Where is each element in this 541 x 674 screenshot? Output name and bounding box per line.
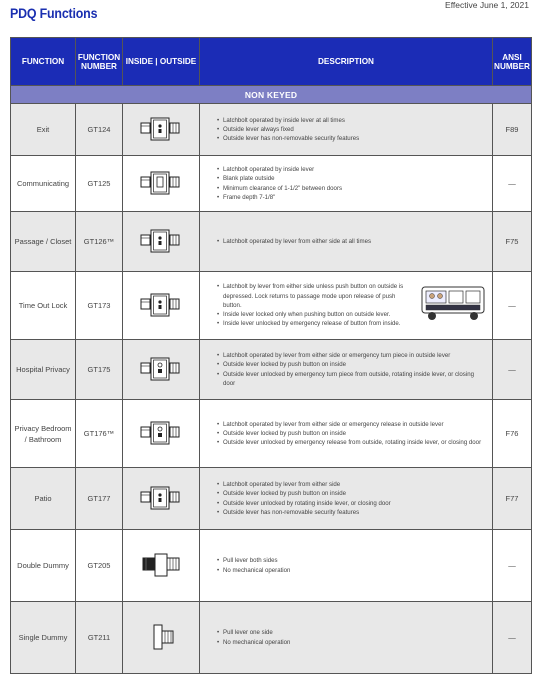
ansi-number: F75 (493, 212, 532, 272)
lever-lock-icon (138, 226, 184, 258)
description-bullet: • Latchbolt operated by lever from either side or emergency turn piece in outside lever (218, 351, 486, 360)
page-title: PDQ Functions (10, 6, 98, 21)
lock-illustration-cell (123, 468, 200, 530)
description-bullet: • Outside lever locked by push button on inside (218, 360, 486, 369)
description (200, 400, 493, 468)
lever-lock-privacy-icon (138, 418, 184, 450)
function-number: GT177 (76, 468, 123, 530)
lever-lock-icon (138, 114, 184, 146)
function-number: GT173 (76, 272, 123, 340)
ansi-number: — (493, 602, 532, 674)
function-number: GT176™ (76, 400, 123, 468)
table-row (11, 602, 532, 674)
table-row (11, 340, 532, 400)
function-name: Privacy Bedroom / Bathroom (11, 400, 76, 468)
table-row (11, 212, 532, 272)
effective-date: Effective June 1, 2021 (445, 0, 529, 10)
description-bullet: • Outside lever locked by push button on inside (218, 489, 486, 498)
lock-illustration-cell (123, 156, 200, 212)
header-ansi-number: ANSI NUMBER (493, 38, 532, 86)
function-name: Hospital Privacy (11, 340, 76, 400)
lever-lock-icon (138, 290, 184, 322)
table-row (11, 468, 532, 530)
lock-illustration-cell (123, 272, 200, 340)
description-bullet: • Pull lever one side (218, 628, 486, 637)
description-bullet: • Minimum clearance of 1-1/2" between doors (218, 184, 486, 193)
single-dummy-lever-icon (141, 622, 181, 654)
lock-illustration-cell (123, 530, 200, 602)
functions-table (10, 37, 532, 674)
description-bullet: • Outside lever locked by push button on inside (218, 429, 486, 438)
description-bullet: • Outside lever unlocked by emergency release from outside, rotating inside lever, or closing door (218, 438, 486, 447)
lever-lock-blank-plate-icon (138, 168, 184, 200)
description-bullet: • Pull lever both sides (218, 556, 486, 565)
description-bullet: • Latchbolt operated by lever from either side at all times (218, 237, 486, 246)
header-description: DESCRIPTION (200, 38, 493, 86)
lever-lock-icon (138, 483, 184, 515)
table-row (11, 156, 532, 212)
description (200, 212, 493, 272)
description-bullet: • Blank plate outside (218, 174, 486, 183)
ansi-number: — (493, 272, 532, 340)
description (200, 602, 493, 674)
description-bullet: • Outside lever has non-removable security features (218, 508, 486, 517)
description-bullet: • No mechanical operation (218, 566, 486, 575)
function-name: Double Dummy (11, 530, 76, 602)
description-bullet: • Outside lever has non-removable security features (218, 134, 486, 143)
lock-illustration-cell (123, 400, 200, 468)
ansi-number: F77 (493, 468, 532, 530)
description-bullet: • Inside lever locked only when pushing button on outside lever. (218, 310, 404, 319)
table-row (11, 530, 532, 602)
lock-illustration-cell (123, 340, 200, 400)
description-bullet: • Outside lever always fixed (218, 125, 486, 134)
description-bullet: • Outside lever unlocked by rotating inside lever, or closing door (218, 499, 486, 508)
header-inside-outside: INSIDE | OUTSIDE (123, 38, 200, 86)
function-name: Passage / Closet (11, 212, 76, 272)
function-name: Single Dummy (11, 602, 76, 674)
lock-illustration-cell (123, 602, 200, 674)
table-row (11, 272, 532, 340)
food-cart-icon (418, 283, 490, 325)
header-function-number: FUNCTION NUMBER (76, 38, 123, 86)
header-function: FUNCTION (11, 38, 76, 86)
description (200, 272, 493, 340)
lock-illustration-cell (123, 104, 200, 156)
description-bullet: • Inside lever unlocked by emergency release of button from inside. (218, 319, 404, 328)
description-bullet: • Latchbolt operated by inside lever (218, 165, 486, 174)
table-row (11, 400, 532, 468)
function-name: Exit (11, 104, 76, 156)
description (200, 340, 493, 400)
ansi-number: — (493, 340, 532, 400)
description (200, 530, 493, 602)
description-bullet: • Latchbolt operated by lever from either side or emergency release in outside lever (218, 420, 486, 429)
function-number: GT205 (76, 530, 123, 602)
lock-illustration-cell (123, 212, 200, 272)
description (200, 104, 493, 156)
ansi-number: F89 (493, 104, 532, 156)
description (200, 156, 493, 212)
description-bullet: • Frame depth 7-1/8" (218, 193, 486, 202)
function-number: GT124 (76, 104, 123, 156)
description-bullet: • Latchbolt operated by lever from either side (218, 480, 486, 489)
description-bullet: • No mechanical operation (218, 638, 486, 647)
function-name: Patio (11, 468, 76, 530)
function-name: Communicating (11, 156, 76, 212)
description-bullet: • Latchbolt by lever from either side unless push button on outside is depressed. Lock returns to passage mode upon release of push button. (218, 282, 404, 310)
section-label: NON KEYED (11, 86, 532, 104)
description-bullet: • Latchbolt operated by inside lever at all times (218, 116, 486, 125)
ansi-number: — (493, 156, 532, 212)
ansi-number: F76 (493, 400, 532, 468)
table-row (11, 104, 532, 156)
lever-lock-privacy-icon (138, 354, 184, 386)
function-name: Time Out Lock (11, 272, 76, 340)
double-dummy-lever-icon (139, 550, 183, 582)
description-bullet: • Outside lever unlocked by emergency turn piece from outside, rotating inside lever, or closing door (218, 370, 486, 388)
function-number: GT211 (76, 602, 123, 674)
description (200, 468, 493, 530)
function-number: GT126™ (76, 212, 123, 272)
function-number: GT175 (76, 340, 123, 400)
function-number: GT125 (76, 156, 123, 212)
section-row (11, 86, 532, 104)
ansi-number: — (493, 530, 532, 602)
table-header-row (11, 38, 532, 86)
